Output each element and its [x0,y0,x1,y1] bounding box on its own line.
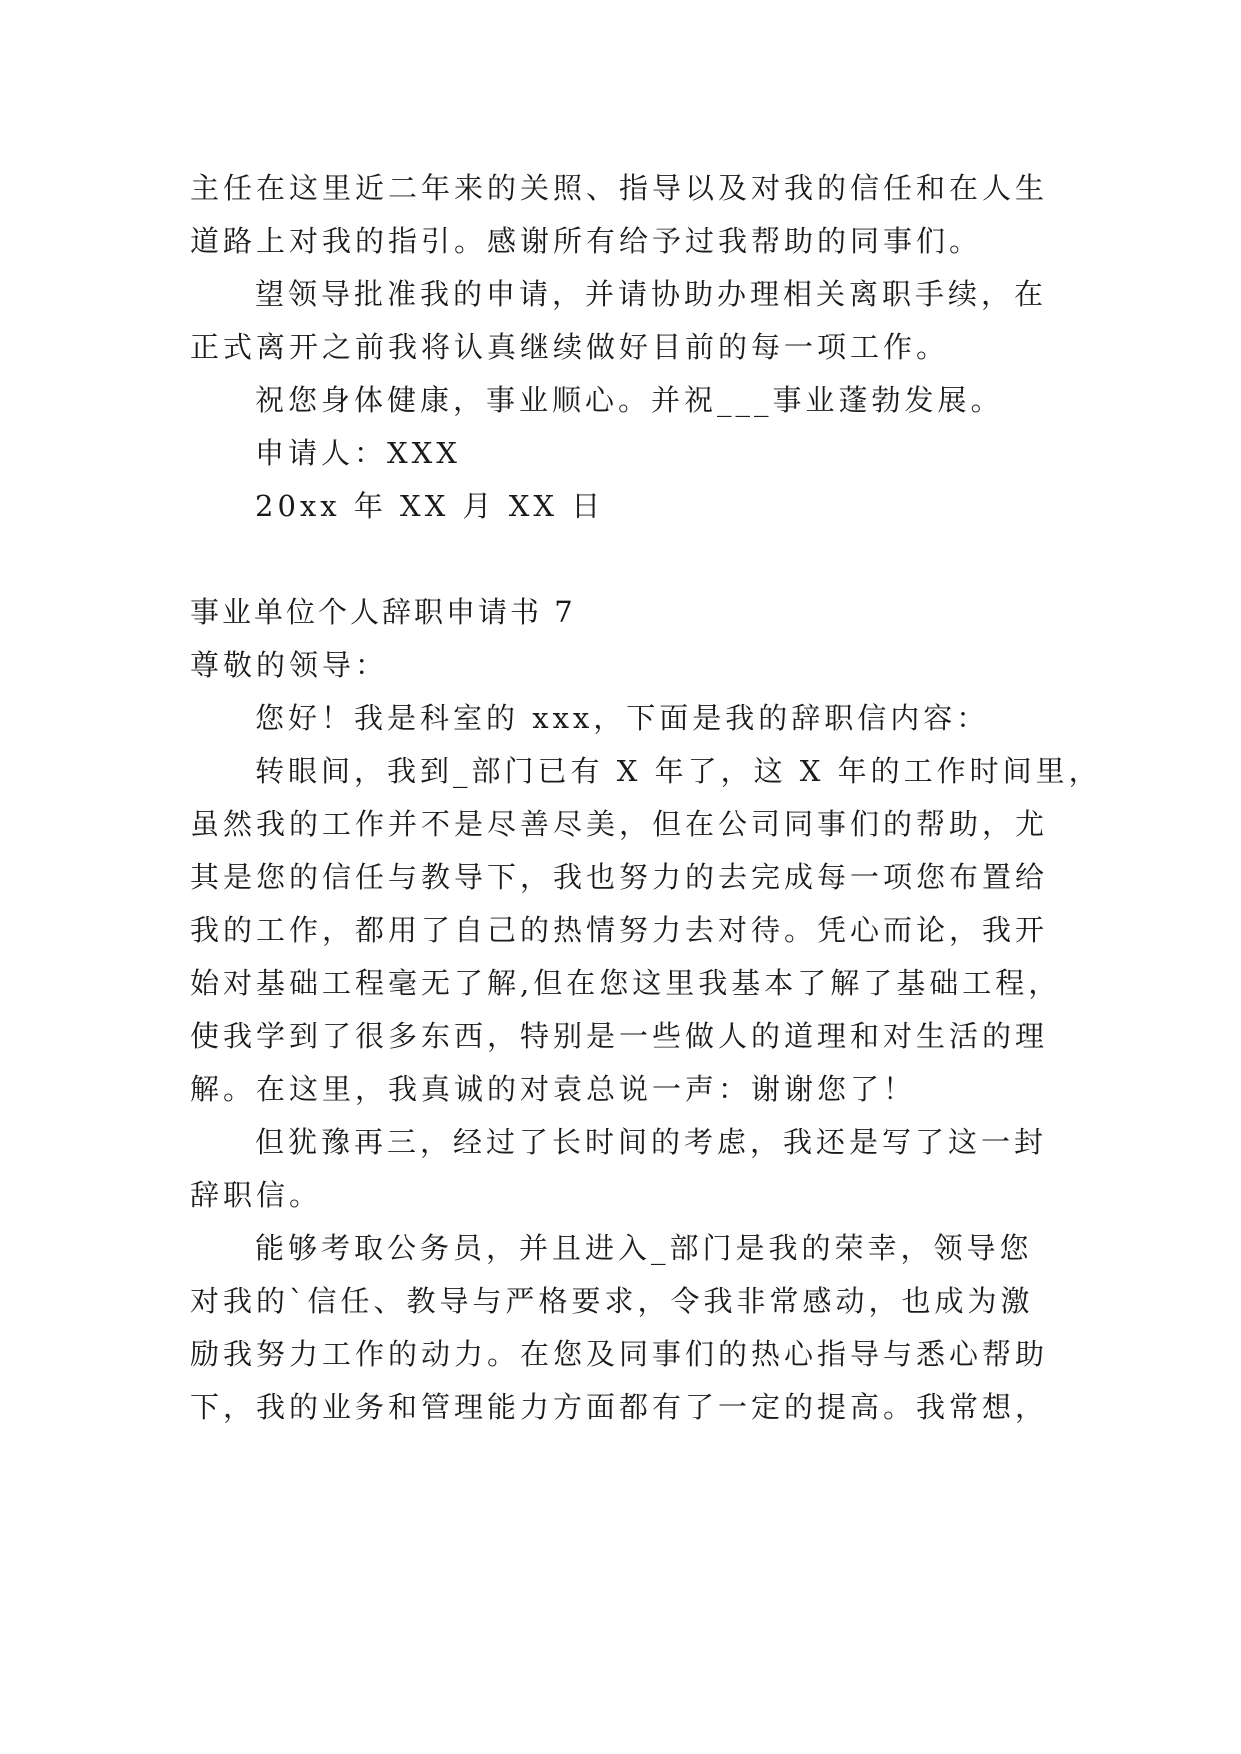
paragraph-line: 主任在这里近二年来的关照、指导以及对我的信任和在人生 [190,171,1049,205]
letter-date: 20xx 年 XX 月 XX 日 [255,489,605,523]
paragraph-line: 但犹豫再三，经过了长时间的考虑，我还是写了这一封 [255,1125,1048,1159]
paragraph-line: 道路上对我的指引。感谢所有给予过我帮助的同事们。 [190,224,983,258]
paragraph-line: 使我学到了很多东西，特别是一些做人的道理和对生活的理 [190,1019,1049,1053]
paragraph-line: 虽然我的工作并不是尽善尽美，但在公司同事们的帮助，尤 [190,807,1049,841]
paragraph-line: 辞职信。 [190,1178,323,1212]
paragraph-line: 励我努力工作的动力。在您及同事们的热心指导与悉心帮助 [190,1337,1049,1371]
paragraph-line: 对我的`信任、教导与严格要求，令我非常感动，也成为激 [190,1284,1034,1318]
paragraph-line: 解。在这里，我真诚的对袁总说一声：谢谢您了！ [190,1072,917,1106]
closing-wish: 祝您身体健康，事业顺心。并祝___事业蓬勃发展。 [255,383,1004,417]
paragraph-line: 您好！我是科室的 xxx，下面是我的辞职信内容： [255,701,990,735]
applicant-signature: 申请人：XXX [255,436,461,470]
paragraph-line: 始对基础工程毫无了解,但在您这里我基本了解了基础工程， [190,966,1062,1000]
paragraph-line: 转眼间，我到_部门已有 X 年了，这 X 年的工作时间里， [255,754,1102,788]
paragraph-line: 正式离开之前我将认真继续做好目前的每一项工作。 [190,330,950,364]
paragraph-line: 下，我的业务和管理能力方面都有了一定的提高。我常想， [190,1390,1049,1424]
paragraph-line: 我的工作，都用了自己的热情努力去对待。凭心而论，我开 [190,913,1049,947]
salutation: 尊敬的领导： [190,648,389,682]
section-title: 事业单位个人辞职申请书 7 [190,595,576,629]
paragraph-line: 其是您的信任与教导下，我也努力的去完成每一项您布置给 [190,860,1049,894]
paragraph-line: 能够考取公务员，并且进入_部门是我的荣幸，领导您 [255,1231,1033,1265]
paragraph-line: 望领导批准我的申请，并请协助办理相关离职手续，在 [255,277,1048,311]
